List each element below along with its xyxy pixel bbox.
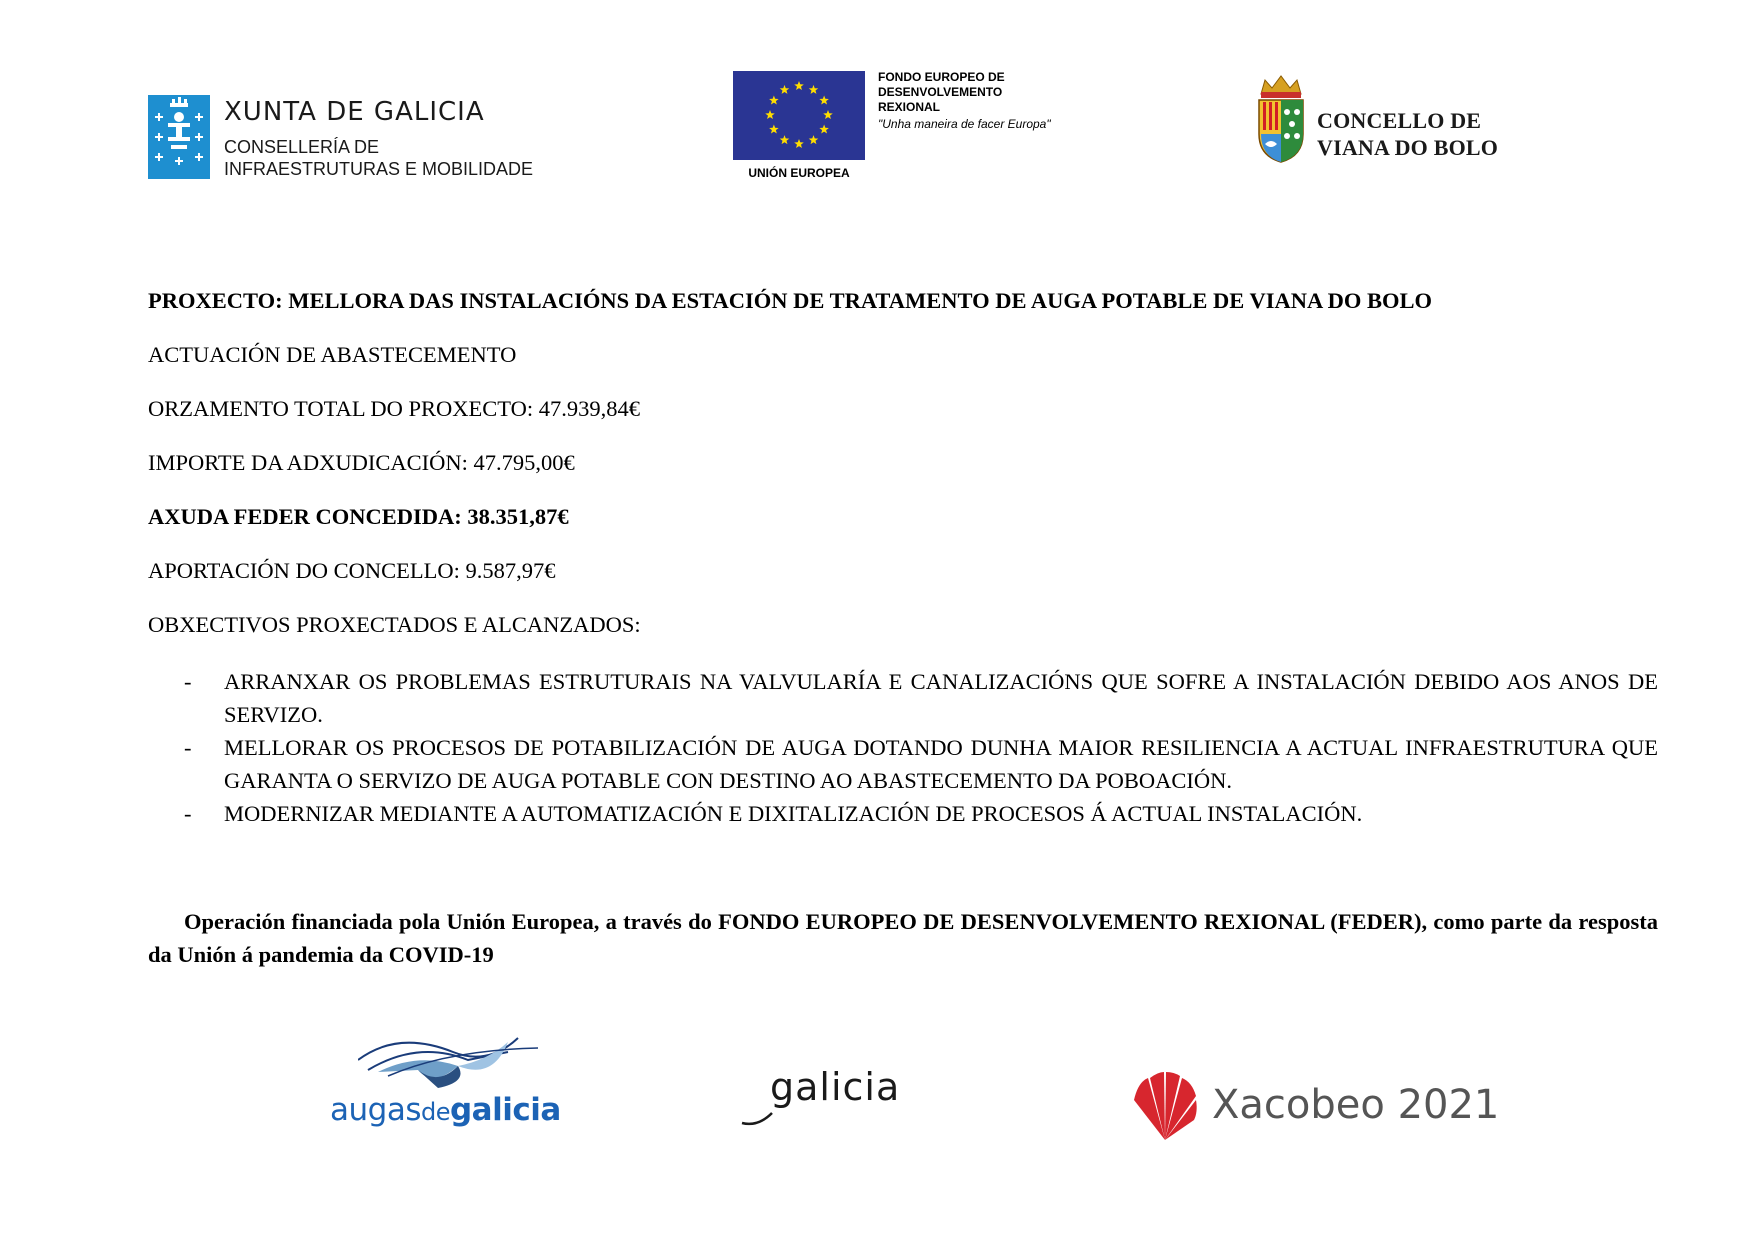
augas-de-galicia-logo [330, 1030, 560, 1130]
total-budget: ORZAMENTO TOTAL DO PROXECTO: 47.939,84€ [148, 396, 640, 421]
list-item [148, 665, 1658, 731]
xunta-name: XUNTA DE GALICIA [224, 97, 485, 127]
list-item [148, 797, 1658, 830]
objective-text: MELLORAR OS PROCESOS DE POTABILIZACIÓN DE AUGA DOTANDO DUNHA MAIOR RESILIENCIA A ACTUAL INFRAESTRUTURA QUE GARANTA O SERVIZO DE AUGA POTABLE CON DESTINO AO ABASTECEMENTO DA POBOACIÓN. [224, 735, 1658, 793]
objectives-heading: OBXECTIVOS PROXECTADOS E ALCANZADOS: [148, 612, 641, 637]
eu-star-icon [794, 81, 804, 90]
award-amount: IMPORTE DA ADXUDICACIÓN: 47.795,00€ [148, 450, 575, 475]
eu-star-icon [765, 110, 775, 119]
xunta-department-line-1: CONSELLERÍA DE [224, 137, 380, 157]
objective-text: ARRANXAR OS PROBLEMAS ESTRUTURAIS NA VALVULARÍA E CANALIZACIÓNS QUE SOFRE A INSTALACIÓN DEBIDO AOS ANOS DE SERVIZO. [224, 669, 1658, 727]
eu-star-icon [809, 135, 819, 144]
objectives-list [148, 665, 1658, 830]
concello-name-line-2: VIANA DO BOLO [1317, 135, 1499, 160]
galicia-wordmark: galicia [770, 1065, 901, 1109]
funding-statement: Operación financiada pola Unión Europea, a través do FONDO EUROPEO DE DESENVOLVEMENTO REXIONAL (FEDER), como parte da resposta da Unión á pandemia da COVID-19 [148, 909, 1658, 967]
eu-star-icon [769, 96, 779, 105]
concello-viana-do-bolo-logo [1255, 72, 1505, 167]
list-item [148, 731, 1658, 797]
project-title: PROXECTO: MELLORA DAS INSTALACIÓNS DA ESTACIÓN DE TRATAMENTO DE AUGA POTABLE DE VIANA DO BOLO [148, 288, 1432, 313]
xacobeo-2021-logo [1130, 1070, 1500, 1150]
coat-of-arms-icon [1255, 72, 1307, 164]
scallop-shell-icon [1130, 1070, 1200, 1142]
eu-label: UNIÓN EUROPEA [748, 166, 850, 180]
eu-star-icon [780, 85, 790, 94]
water-wave-icon [358, 1030, 558, 1095]
eu-star-icon [794, 139, 804, 148]
eu-star-icon [769, 125, 779, 134]
bullet-dash: - [184, 735, 192, 760]
eu-star-icon [780, 135, 790, 144]
eu-feder-logo [733, 70, 1093, 185]
council-contribution: APORTACIÓN DO CONCELLO: 9.587,97€ [148, 558, 556, 583]
augas-wordmark [330, 1092, 561, 1128]
augas-part-1: augas [330, 1092, 421, 1128]
xunta-department-line-2: INFRAESTRUTURAS E MOBILIDADE [224, 159, 534, 179]
xunta-de-galicia-logo [148, 95, 568, 185]
feder-aid-granted: AXUDA FEDER CONCEDIDA: 38.351,87€ [148, 504, 569, 529]
eu-star-icon [809, 85, 819, 94]
eu-star-icon [819, 96, 829, 105]
eu-star-icon [819, 125, 829, 134]
bullet-dash: - [184, 801, 192, 826]
bullet-dash: - [184, 669, 192, 694]
augas-part-3: galicia [449, 1092, 561, 1128]
galicia-brand-logo [738, 1065, 918, 1135]
eu-star-icon [823, 110, 833, 119]
eu-fund-name: FONDO EUROPEO DE DESENVOLVEMENTO REXIONAL [878, 70, 1005, 114]
augas-part-2: de [420, 1098, 450, 1126]
xunta-emblem-icon [148, 95, 210, 179]
concello-name-line-1: CONCELLO DE [1317, 108, 1482, 133]
xacobeo-wordmark: Xacobeo 2021 [1212, 1082, 1500, 1128]
eu-flag-icon [733, 71, 865, 160]
eu-motto: "Unha maneira de facer Europa" [878, 117, 1051, 131]
actuacion-type: ACTUACIÓN DE ABASTECEMENTO [148, 342, 517, 367]
objective-text: MODERNIZAR MEDIANTE A AUTOMATIZACIÓN E DIXITALIZACIÓN DE PROCESOS Á ACTUAL INSTALACIÓN. [224, 801, 1363, 826]
